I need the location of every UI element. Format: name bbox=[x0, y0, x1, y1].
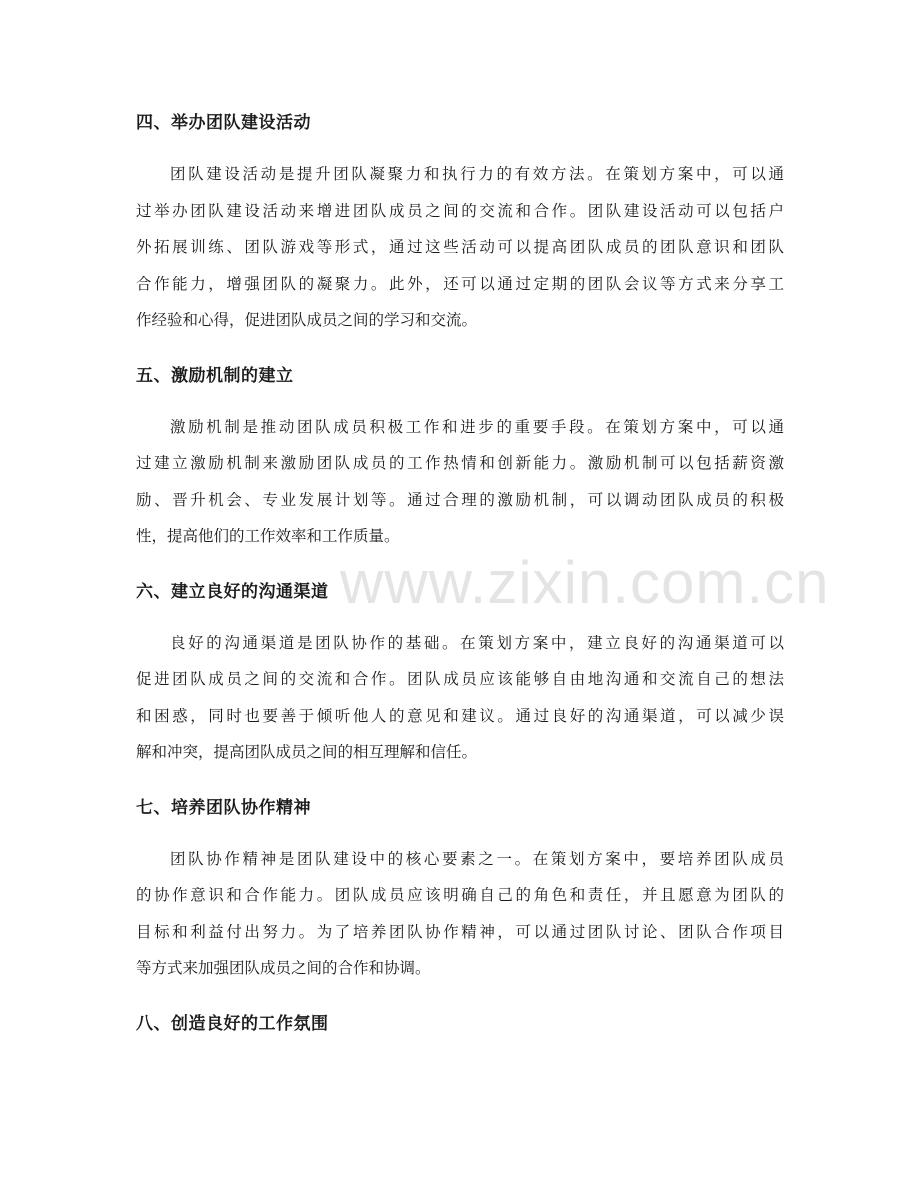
section-teamwork-spirit bbox=[136, 793, 784, 987]
paragraph-line: 激励机制是推动团队成员积极工作和进步的重要手段。在策划方案中，可以通 bbox=[170, 417, 784, 436]
paragraph-line: 过举办团队建设活动来增进团队成员之间的交流和合作。团队建设活动可以包括户 bbox=[136, 201, 784, 220]
paragraph-line: 解和冲突，提高团队成员之间的相互理解和信任。 bbox=[136, 743, 478, 761]
paragraph-line: 良好的沟通渠道是团队协作的基础。在策划方案中，建立良好的沟通渠道可以 bbox=[170, 633, 784, 652]
paragraph-line: 等方式来加强团队成员之间的合作和协调。 bbox=[136, 959, 431, 977]
paragraph-line: 励、晋升机会、专业发展计划等。通过合理的激励机制，可以调动团队成员的积极 bbox=[136, 490, 784, 509]
section-paragraph bbox=[136, 409, 784, 555]
paragraph-line: 和困惑，同时也要善于倾听他人的意见和建议。通过良好的沟通渠道，可以减少误 bbox=[136, 706, 784, 725]
section-heading: 六、建立良好的沟通渠道 bbox=[136, 581, 329, 602]
watermark: www.zixin.com.cn bbox=[340, 549, 830, 616]
section-team-building bbox=[136, 108, 784, 339]
section-paragraph bbox=[136, 156, 784, 339]
section-heading: 四、举办团队建设活动 bbox=[136, 113, 311, 133]
paragraph-line: 团队建设活动是提升团队凝聚力和执行力的有效方法。在策划方案中，可以通 bbox=[170, 165, 784, 183]
section-heading: 七、培养团队协作精神 bbox=[136, 797, 311, 818]
paragraph-line: 外拓展训练、团队游戏等形式，通过这些活动可以提高团队成员的团队意识和团队 bbox=[136, 238, 784, 256]
paragraph-line: 作经验和心得，促进团队成员之间的学习和交流。 bbox=[136, 311, 478, 329]
section-incentive-mechanism bbox=[136, 361, 784, 555]
paragraph-line: 过建立激励机制来激励团队成员的工作热情和创新能力。激励机制可以包括薪资激 bbox=[136, 454, 784, 472]
section-paragraph bbox=[136, 841, 784, 987]
paragraph-line: 性，提高他们的工作效率和工作质量。 bbox=[136, 527, 400, 545]
paragraph-line: 的协作意识和合作能力。团队成员应该明确自己的角色和责任，并且愿意为团队的 bbox=[136, 886, 784, 904]
section-paragraph bbox=[136, 625, 784, 771]
section-heading: 八、创造良好的工作氛围 bbox=[136, 1013, 329, 1034]
paragraph-line: 团队协作精神是团队建设中的核心要素之一。在策划方案中，要培养团队成员 bbox=[170, 849, 784, 868]
section-heading: 五、激励机制的建立 bbox=[136, 365, 294, 386]
paragraph-line: 促进团队成员之间的交流和合作。团队成员应该能够自由地沟通和交流自己的想法 bbox=[136, 670, 784, 688]
document-content bbox=[136, 108, 784, 1039]
section-work-atmosphere bbox=[136, 1009, 784, 1039]
paragraph-line: 合作能力，增强团队的凝聚力。此外，还可以通过定期的团队会议等方式来分享工 bbox=[136, 274, 784, 293]
paragraph-line: 目标和利益付出努力。为了培养团队协作精神，可以通过团队讨论、团队合作项目 bbox=[136, 922, 784, 941]
section-communication-channels bbox=[136, 577, 784, 771]
